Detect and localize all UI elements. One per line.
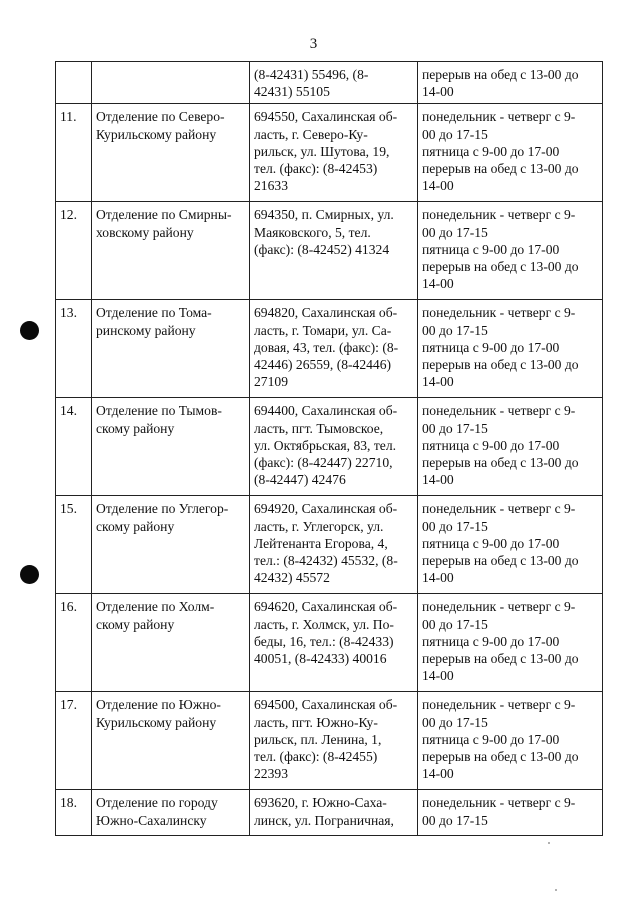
table-row xyxy=(56,398,603,496)
branch-address: 694920, Сахалинская об- ласть, г. Углегорск, ул. Лейтенанта Егорова, 4, тел.: (8-42432) 45532, (8- 42432) 45572 xyxy=(250,496,418,594)
branch-address: 694550, Сахалинская об- ласть, г. Северо-Ку- рильск, ул. Шутова, 19, тел. (факс): (8-42453) 21633 xyxy=(250,104,418,202)
punch-hole-mark xyxy=(20,565,39,584)
branch-name: Отделение по Холм- скому району xyxy=(92,594,250,692)
scan-speck xyxy=(555,889,557,891)
branch-address: 693620, г. Южно-Саха- линск, ул. Пограничная, xyxy=(250,790,418,836)
table-row xyxy=(56,202,603,300)
branch-hours: перерыв на обед с 13-00 до 14-00 xyxy=(418,62,603,104)
branch-hours: понедельник - четверг с 9- 00 до 17-15 пятница с 9-00 до 17-00 перерыв на обед с 13-00 до 14-00 xyxy=(418,594,603,692)
branch-name: Отделение по Тома- ринскому району xyxy=(92,300,250,398)
row-number: 14. xyxy=(56,398,92,496)
branch-address: (8-42431) 55496, (8- 42431) 55105 xyxy=(250,62,418,104)
branch-hours: понедельник - четверг с 9- 00 до 17-15 пятница с 9-00 до 17-00 перерыв на обед с 13-00 до 14-00 xyxy=(418,300,603,398)
branch-address: 694500, Сахалинская об- ласть, пгт. Южно-Ку- рильск, пл. Ленина, 1, тел. (факс): (8-42455) 22393 xyxy=(250,692,418,790)
row-number: 17. xyxy=(56,692,92,790)
row-number xyxy=(56,62,92,104)
branch-hours: понедельник - четверг с 9- 00 до 17-15 пятница с 9-00 до 17-00 перерыв на обед с 13-00 до 14-00 xyxy=(418,496,603,594)
branch-address: 694400, Сахалинская об- ласть, пгт. Тымовское, ул. Октябрьская, 83, тел. (факс): (8-42447) 22710, (8-42447) 42476 xyxy=(250,398,418,496)
branch-name: Отделение по Северо- Курильскому району xyxy=(92,104,250,202)
branch-name: Отделение по Углегор- скому району xyxy=(92,496,250,594)
page-number: 3 xyxy=(309,36,318,52)
punch-hole-mark xyxy=(20,321,39,340)
row-number: 18. xyxy=(56,790,92,836)
branch-hours: понедельник - четверг с 9- 00 до 17-15 пятница с 9-00 до 17-00 перерыв на обед с 13-00 до 14-00 xyxy=(418,202,603,300)
branch-hours: понедельник - четверг с 9- 00 до 17-15 пятница с 9-00 до 17-00 перерыв на обед с 13-00 до 14-00 xyxy=(418,692,603,790)
row-number: 12. xyxy=(56,202,92,300)
table-row xyxy=(56,790,603,836)
branches-table xyxy=(55,61,603,836)
table-row xyxy=(56,104,603,202)
scan-speck xyxy=(548,842,550,844)
branch-name: Отделение по Смирны- ховскому району xyxy=(92,202,250,300)
branch-address: 694820, Сахалинская об- ласть, г. Томари, ул. Са- довая, 43, тел. (факс): (8- 42446) 26559, (8-42446) 27109 xyxy=(250,300,418,398)
table-row xyxy=(56,62,603,104)
branch-name: Отделение по Тымов- скому району xyxy=(92,398,250,496)
row-number: 16. xyxy=(56,594,92,692)
branch-hours: понедельник - четверг с 9- 00 до 17-15 пятница с 9-00 до 17-00 перерыв на обед с 13-00 до 14-00 xyxy=(418,104,603,202)
branch-hours: понедельник - четверг с 9- 00 до 17-15 пятница с 9-00 до 17-00 перерыв на обед с 13-00 до 14-00 xyxy=(418,398,603,496)
row-number: 13. xyxy=(56,300,92,398)
table-row xyxy=(56,594,603,692)
row-number: 11. xyxy=(56,104,92,202)
table-row xyxy=(56,496,603,594)
table-row xyxy=(56,300,603,398)
branch-name: Отделение по Южно- Курильскому району xyxy=(92,692,250,790)
branch-address: 694350, п. Смирных, ул. Маяковского, 5, тел. (факс): (8-42452) 41324 xyxy=(250,202,418,300)
branch-hours: понедельник - четверг с 9- 00 до 17-15 xyxy=(418,790,603,836)
branch-address: 694620, Сахалинская об- ласть, г. Холмск, ул. По- беды, 16, тел.: (8-42433) 40051, (8-42433) 40016 xyxy=(250,594,418,692)
table-row xyxy=(56,692,603,790)
branch-name: Отделение по городу Южно-Сахалинску xyxy=(92,790,250,836)
branch-name xyxy=(92,62,250,104)
row-number: 15. xyxy=(56,496,92,594)
